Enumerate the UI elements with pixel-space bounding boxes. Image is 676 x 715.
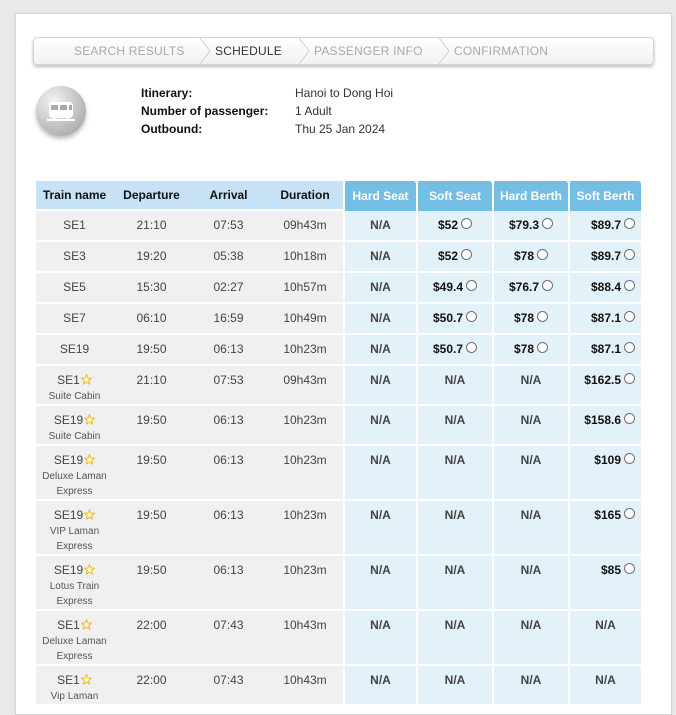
arrival-time: 07:43 bbox=[213, 618, 244, 632]
soft-seat-cell[interactable] bbox=[416, 242, 492, 273]
outbound-label: Outbound: bbox=[141, 122, 203, 136]
price-value: $52 bbox=[437, 218, 459, 232]
star-icon bbox=[81, 674, 92, 685]
step-label: SEARCH RESULTS bbox=[74, 44, 185, 58]
price-value: $89.7 bbox=[590, 249, 621, 263]
hard-berth-cell bbox=[492, 556, 568, 611]
not-available-text: N/A bbox=[520, 563, 542, 577]
price-value: $50.7 bbox=[432, 311, 464, 325]
table-row bbox=[36, 242, 641, 273]
table-header-row bbox=[36, 181, 641, 211]
arrival-cell bbox=[190, 304, 267, 335]
soft-berth-cell[interactable] bbox=[568, 366, 641, 406]
price-value: $50.7 bbox=[432, 342, 464, 356]
itinerary-label: Itinerary: bbox=[141, 86, 193, 100]
not-available-text: N/A bbox=[370, 218, 391, 232]
hard-berth-cell bbox=[492, 446, 568, 501]
train-name: SE19 bbox=[53, 413, 84, 427]
soft-seat-cell[interactable] bbox=[416, 335, 492, 366]
hard-seat-cell bbox=[343, 273, 416, 304]
train-subtitle-line: Express bbox=[56, 541, 93, 552]
not-available-text: N/A bbox=[595, 618, 616, 632]
table-row bbox=[36, 366, 641, 406]
hard-berth-cell bbox=[492, 611, 568, 666]
train-name-cell bbox=[36, 242, 113, 273]
hard-berth-cell bbox=[492, 406, 568, 446]
not-available-text: N/A bbox=[520, 453, 542, 467]
duration-value: 10h23m bbox=[283, 453, 327, 467]
outbound-value: Thu 25 Jan 2024 bbox=[295, 122, 386, 136]
train-subtitle bbox=[36, 429, 113, 444]
duration-value: 10h18m bbox=[283, 249, 327, 263]
duration-value: 10h23m bbox=[283, 342, 327, 356]
not-available-text: N/A bbox=[370, 280, 391, 294]
soft-berth-cell[interactable] bbox=[568, 304, 641, 335]
arrival-cell bbox=[190, 666, 267, 706]
soft-berth-cell[interactable] bbox=[568, 556, 641, 611]
departure-time: 19:50 bbox=[136, 508, 167, 522]
departure-cell bbox=[113, 273, 190, 304]
fare-radio-button[interactable] bbox=[461, 218, 472, 229]
train-subtitle-line: Express bbox=[56, 596, 93, 607]
col-soft-berth: Soft Berth bbox=[568, 181, 641, 211]
table-row bbox=[36, 446, 641, 501]
soft-berth-cell bbox=[568, 611, 641, 666]
arrival-time: 02:27 bbox=[213, 280, 244, 294]
col-duration: Duration bbox=[267, 181, 343, 211]
departure-cell bbox=[113, 366, 190, 406]
itinerary-row bbox=[141, 86, 441, 104]
departure-time: 21:10 bbox=[136, 218, 167, 232]
step-label: PASSENGER INFO bbox=[314, 44, 423, 58]
soft-seat-cell bbox=[416, 556, 492, 611]
arrival-time: 06:13 bbox=[213, 508, 244, 522]
soft-berth-cell[interactable] bbox=[568, 242, 641, 273]
fare-radio-button[interactable] bbox=[537, 249, 548, 260]
step-passenger-info[interactable] bbox=[311, 38, 437, 64]
chevron-separator-icon bbox=[437, 38, 451, 64]
star-icon bbox=[84, 454, 95, 465]
fare-radio-button[interactable] bbox=[542, 218, 553, 229]
train-name-cell bbox=[36, 556, 113, 611]
price-value: $78 bbox=[513, 311, 535, 325]
star-icon bbox=[81, 374, 92, 385]
train-name-cell bbox=[36, 501, 113, 556]
fare-radio-button[interactable] bbox=[624, 218, 635, 229]
not-available-text: N/A bbox=[444, 453, 466, 467]
arrival-time: 06:13 bbox=[213, 563, 244, 577]
arrival-time: 06:13 bbox=[213, 413, 244, 427]
train-subtitle bbox=[36, 469, 113, 499]
not-available-text: N/A bbox=[370, 453, 391, 467]
duration-cell bbox=[267, 366, 343, 406]
departure-cell bbox=[113, 446, 190, 501]
train-name: SE19 bbox=[53, 563, 84, 577]
hard-berth-cell[interactable] bbox=[492, 211, 568, 242]
star-icon bbox=[84, 564, 95, 575]
fare-radio-button[interactable] bbox=[461, 249, 472, 260]
departure-time: 15:30 bbox=[136, 280, 167, 294]
soft-berth-cell[interactable] bbox=[568, 406, 641, 446]
price-value: $162.5 bbox=[584, 373, 621, 387]
train-subtitle-line: Vip Laman bbox=[50, 691, 99, 702]
train-name-cell bbox=[36, 666, 113, 706]
col-hard-berth: Hard Berth bbox=[492, 181, 568, 211]
col-hard-seat: Hard Seat bbox=[343, 181, 416, 211]
price-value: $88.4 bbox=[590, 280, 621, 294]
train-subtitle-line: Deluxe Laman bbox=[42, 471, 107, 482]
col-departure: Departure bbox=[113, 181, 190, 211]
soft-seat-cell[interactable] bbox=[416, 304, 492, 335]
soft-seat-cell bbox=[416, 666, 492, 706]
arrival-cell bbox=[190, 556, 267, 611]
train-name-cell bbox=[36, 304, 113, 335]
star-icon bbox=[81, 619, 92, 630]
soft-berth-cell[interactable] bbox=[568, 446, 641, 501]
train-name: SE19 bbox=[59, 342, 90, 356]
not-available-text: N/A bbox=[444, 413, 466, 427]
passenger-value: 1 Adult bbox=[295, 104, 332, 118]
hard-seat-cell bbox=[343, 501, 416, 556]
not-available-text: N/A bbox=[520, 508, 542, 522]
train-name-cell bbox=[36, 366, 113, 406]
outbound-row bbox=[141, 122, 441, 140]
table-row bbox=[36, 611, 641, 666]
table-row bbox=[36, 666, 641, 706]
not-available-text: N/A bbox=[520, 618, 542, 632]
arrival-time: 07:53 bbox=[213, 373, 244, 387]
duration-cell bbox=[267, 273, 343, 304]
hard-berth-cell bbox=[492, 501, 568, 556]
fare-radio-button[interactable] bbox=[466, 280, 477, 291]
arrival-cell bbox=[190, 335, 267, 366]
departure-time: 19:50 bbox=[136, 342, 167, 356]
departure-cell bbox=[113, 242, 190, 273]
arrival-cell bbox=[190, 406, 267, 446]
col-train-name: Train name bbox=[36, 181, 113, 211]
train-subtitle-line: Lotus Train bbox=[49, 581, 100, 592]
not-available-text: N/A bbox=[444, 508, 466, 522]
star-icon bbox=[84, 509, 95, 520]
train-name-cell bbox=[36, 211, 113, 242]
soft-berth-cell bbox=[568, 666, 641, 706]
departure-time: 22:00 bbox=[136, 618, 167, 632]
not-available-text: N/A bbox=[370, 342, 391, 356]
departure-cell bbox=[113, 666, 190, 706]
arrival-time: 07:43 bbox=[213, 673, 244, 687]
step-schedule[interactable] bbox=[212, 38, 297, 64]
star-icon bbox=[84, 414, 95, 425]
hard-seat-cell bbox=[343, 556, 416, 611]
price-value: $52 bbox=[437, 249, 459, 263]
duration-cell bbox=[267, 406, 343, 446]
hard-seat-cell bbox=[343, 304, 416, 335]
arrival-cell bbox=[190, 211, 267, 242]
schedule-table bbox=[36, 181, 641, 706]
departure-cell bbox=[113, 211, 190, 242]
duration-value: 10h49m bbox=[283, 311, 327, 325]
soft-seat-cell bbox=[416, 446, 492, 501]
not-available-text: N/A bbox=[370, 508, 391, 522]
hard-seat-cell bbox=[343, 366, 416, 406]
arrival-cell bbox=[190, 273, 267, 304]
hard-seat-cell bbox=[343, 611, 416, 666]
not-available-text: N/A bbox=[444, 373, 466, 387]
hard-berth-cell bbox=[492, 666, 568, 706]
passenger-label: Number of passenger: bbox=[141, 104, 269, 118]
table-row bbox=[36, 211, 641, 242]
step-label: SCHEDULE bbox=[215, 44, 282, 58]
duration-cell bbox=[267, 242, 343, 273]
arrival-time: 06:13 bbox=[213, 453, 244, 467]
not-available-text: N/A bbox=[370, 249, 391, 263]
train-subtitle-line: Suite Cabin bbox=[48, 391, 101, 402]
hard-berth-cell[interactable] bbox=[492, 304, 568, 335]
table-row bbox=[36, 273, 641, 304]
duration-cell bbox=[267, 611, 343, 666]
not-available-text: N/A bbox=[520, 413, 542, 427]
arrival-time: 06:13 bbox=[213, 342, 244, 356]
hard-berth-cell[interactable] bbox=[492, 335, 568, 366]
train-name: SE19 bbox=[53, 508, 84, 522]
train-name-cell bbox=[36, 335, 113, 366]
trip-info bbox=[141, 86, 441, 140]
soft-berth-cell[interactable] bbox=[568, 335, 641, 366]
duration-cell bbox=[267, 446, 343, 501]
train-subtitle bbox=[36, 689, 113, 704]
page-panel bbox=[15, 13, 672, 715]
booking-steps-breadcrumb bbox=[33, 37, 654, 65]
soft-seat-cell[interactable] bbox=[416, 273, 492, 304]
departure-cell bbox=[113, 501, 190, 556]
price-value: $109 bbox=[594, 453, 621, 467]
fare-radio-button[interactable] bbox=[537, 342, 548, 353]
departure-cell bbox=[113, 556, 190, 611]
arrival-cell bbox=[190, 242, 267, 273]
not-available-text: N/A bbox=[444, 563, 466, 577]
soft-seat-cell[interactable] bbox=[416, 211, 492, 242]
not-available-text: N/A bbox=[520, 673, 542, 687]
duration-value: 10h57m bbox=[283, 280, 327, 294]
table-row bbox=[36, 501, 641, 556]
duration-cell bbox=[267, 556, 343, 611]
fare-radio-button[interactable] bbox=[624, 563, 635, 574]
hard-seat-cell bbox=[343, 666, 416, 706]
departure-time: 21:10 bbox=[136, 373, 167, 387]
departure-time: 22:00 bbox=[136, 673, 167, 687]
arrival-cell bbox=[190, 611, 267, 666]
not-available-text: N/A bbox=[370, 413, 391, 427]
departure-time: 19:50 bbox=[136, 413, 167, 427]
arrival-time: 16:59 bbox=[213, 311, 244, 325]
not-available-text: N/A bbox=[370, 311, 391, 325]
price-value: $165 bbox=[594, 508, 621, 522]
train-name: SE5 bbox=[63, 280, 86, 294]
fare-radio-button[interactable] bbox=[537, 311, 548, 322]
departure-cell bbox=[113, 406, 190, 446]
arrival-time: 07:53 bbox=[213, 218, 244, 232]
price-value: $89.7 bbox=[590, 218, 621, 232]
not-available-text: N/A bbox=[370, 618, 391, 632]
not-available-text: N/A bbox=[444, 618, 466, 632]
departure-time: 19:20 bbox=[136, 249, 167, 263]
arrival-cell bbox=[190, 366, 267, 406]
chevron-separator-icon bbox=[297, 38, 311, 64]
fare-radio-button[interactable] bbox=[624, 249, 635, 260]
itinerary-value: Hanoi to Dong Hoi bbox=[295, 86, 394, 100]
fare-radio-button[interactable] bbox=[624, 413, 635, 424]
duration-cell bbox=[267, 501, 343, 556]
soft-seat-cell bbox=[416, 611, 492, 666]
price-value: $158.6 bbox=[584, 413, 621, 427]
hard-berth-cell[interactable] bbox=[492, 273, 568, 304]
duration-value: 09h43m bbox=[283, 218, 327, 232]
table-row bbox=[36, 556, 641, 611]
not-available-text: N/A bbox=[444, 673, 466, 687]
soft-berth-cell[interactable] bbox=[568, 211, 641, 242]
train-subtitle-line: VIP Laman bbox=[49, 526, 100, 537]
departure-cell bbox=[113, 304, 190, 335]
train-subtitle bbox=[36, 634, 113, 664]
train-name: SE1 bbox=[57, 673, 80, 687]
price-value: $49.4 bbox=[432, 280, 464, 294]
not-available-text: N/A bbox=[595, 673, 616, 687]
train-name: SE1 bbox=[57, 373, 80, 387]
arrival-cell bbox=[190, 501, 267, 556]
train-name: SE1 bbox=[63, 218, 86, 232]
duration-cell bbox=[267, 335, 343, 366]
hard-berth-cell[interactable] bbox=[492, 242, 568, 273]
train-subtitle bbox=[36, 389, 113, 404]
departure-time: 06:10 bbox=[136, 311, 167, 325]
soft-berth-cell[interactable] bbox=[568, 501, 641, 556]
hard-seat-cell bbox=[343, 446, 416, 501]
duration-cell bbox=[267, 304, 343, 335]
table-row bbox=[36, 304, 641, 335]
price-value: $87.1 bbox=[590, 342, 621, 356]
step-search-results[interactable] bbox=[34, 38, 198, 64]
train-subtitle bbox=[36, 524, 113, 554]
soft-seat-cell bbox=[416, 501, 492, 556]
duration-value: 10h43m bbox=[283, 673, 327, 687]
fare-radio-button[interactable] bbox=[624, 373, 635, 384]
hard-seat-cell bbox=[343, 335, 416, 366]
price-value: $85 bbox=[600, 563, 621, 577]
train-name: SE7 bbox=[63, 311, 86, 325]
hard-seat-cell bbox=[343, 406, 416, 446]
train-name-cell bbox=[36, 406, 113, 446]
duration-value: 10h23m bbox=[283, 563, 327, 577]
price-value: $87.1 bbox=[590, 311, 621, 325]
price-value: $76.7 bbox=[508, 280, 540, 294]
duration-cell bbox=[267, 211, 343, 242]
train-name: SE1 bbox=[57, 618, 80, 632]
duration-value: 10h23m bbox=[283, 508, 327, 522]
train-name-cell bbox=[36, 273, 113, 304]
fare-radio-button[interactable] bbox=[624, 453, 635, 464]
fare-radio-button[interactable] bbox=[624, 280, 635, 291]
train-subtitle-line: Suite Cabin bbox=[48, 431, 101, 442]
fare-radio-button[interactable] bbox=[624, 311, 635, 322]
train-name-cell bbox=[36, 446, 113, 501]
table-row bbox=[36, 335, 641, 366]
not-available-text: N/A bbox=[370, 563, 391, 577]
duration-value: 09h43m bbox=[283, 373, 327, 387]
step-confirmation[interactable] bbox=[451, 38, 574, 64]
price-value: $78 bbox=[513, 342, 535, 356]
duration-cell bbox=[267, 666, 343, 706]
fare-radio-button[interactable] bbox=[466, 342, 477, 353]
not-available-text: N/A bbox=[370, 673, 391, 687]
soft-seat-cell bbox=[416, 366, 492, 406]
departure-time: 19:50 bbox=[136, 453, 167, 467]
arrival-time: 05:38 bbox=[213, 249, 244, 263]
col-arrival: Arrival bbox=[190, 181, 267, 211]
duration-value: 10h23m bbox=[283, 413, 327, 427]
train-icon bbox=[36, 86, 86, 136]
fare-radio-button[interactable] bbox=[542, 280, 553, 291]
train-subtitle-line: Express bbox=[56, 486, 93, 497]
departure-cell bbox=[113, 335, 190, 366]
train-subtitle bbox=[36, 579, 113, 609]
price-value: $78 bbox=[513, 249, 535, 263]
price-value: $79.3 bbox=[508, 218, 540, 232]
fare-radio-button[interactable] bbox=[624, 508, 635, 519]
soft-seat-cell bbox=[416, 406, 492, 446]
hard-seat-cell bbox=[343, 242, 416, 273]
hard-berth-cell bbox=[492, 366, 568, 406]
departure-cell bbox=[113, 611, 190, 666]
train-subtitle-line: Deluxe Laman bbox=[42, 636, 107, 647]
col-soft-seat: Soft Seat bbox=[416, 181, 492, 211]
arrival-cell bbox=[190, 446, 267, 501]
fare-radio-button[interactable] bbox=[466, 311, 477, 322]
passenger-row bbox=[141, 104, 441, 122]
fare-radio-button[interactable] bbox=[624, 342, 635, 353]
not-available-text: N/A bbox=[370, 373, 391, 387]
hard-seat-cell bbox=[343, 211, 416, 242]
train-name: SE19 bbox=[53, 453, 84, 467]
duration-value: 10h43m bbox=[283, 618, 327, 632]
chevron-separator-icon bbox=[198, 38, 212, 64]
train-name-cell bbox=[36, 611, 113, 666]
departure-time: 19:50 bbox=[136, 563, 167, 577]
train-subtitle-line: Express bbox=[56, 651, 93, 662]
soft-berth-cell[interactable] bbox=[568, 273, 641, 304]
step-label: CONFIRMATION bbox=[454, 44, 549, 58]
not-available-text: N/A bbox=[520, 373, 542, 387]
train-name: SE3 bbox=[63, 249, 86, 263]
table-row bbox=[36, 406, 641, 446]
